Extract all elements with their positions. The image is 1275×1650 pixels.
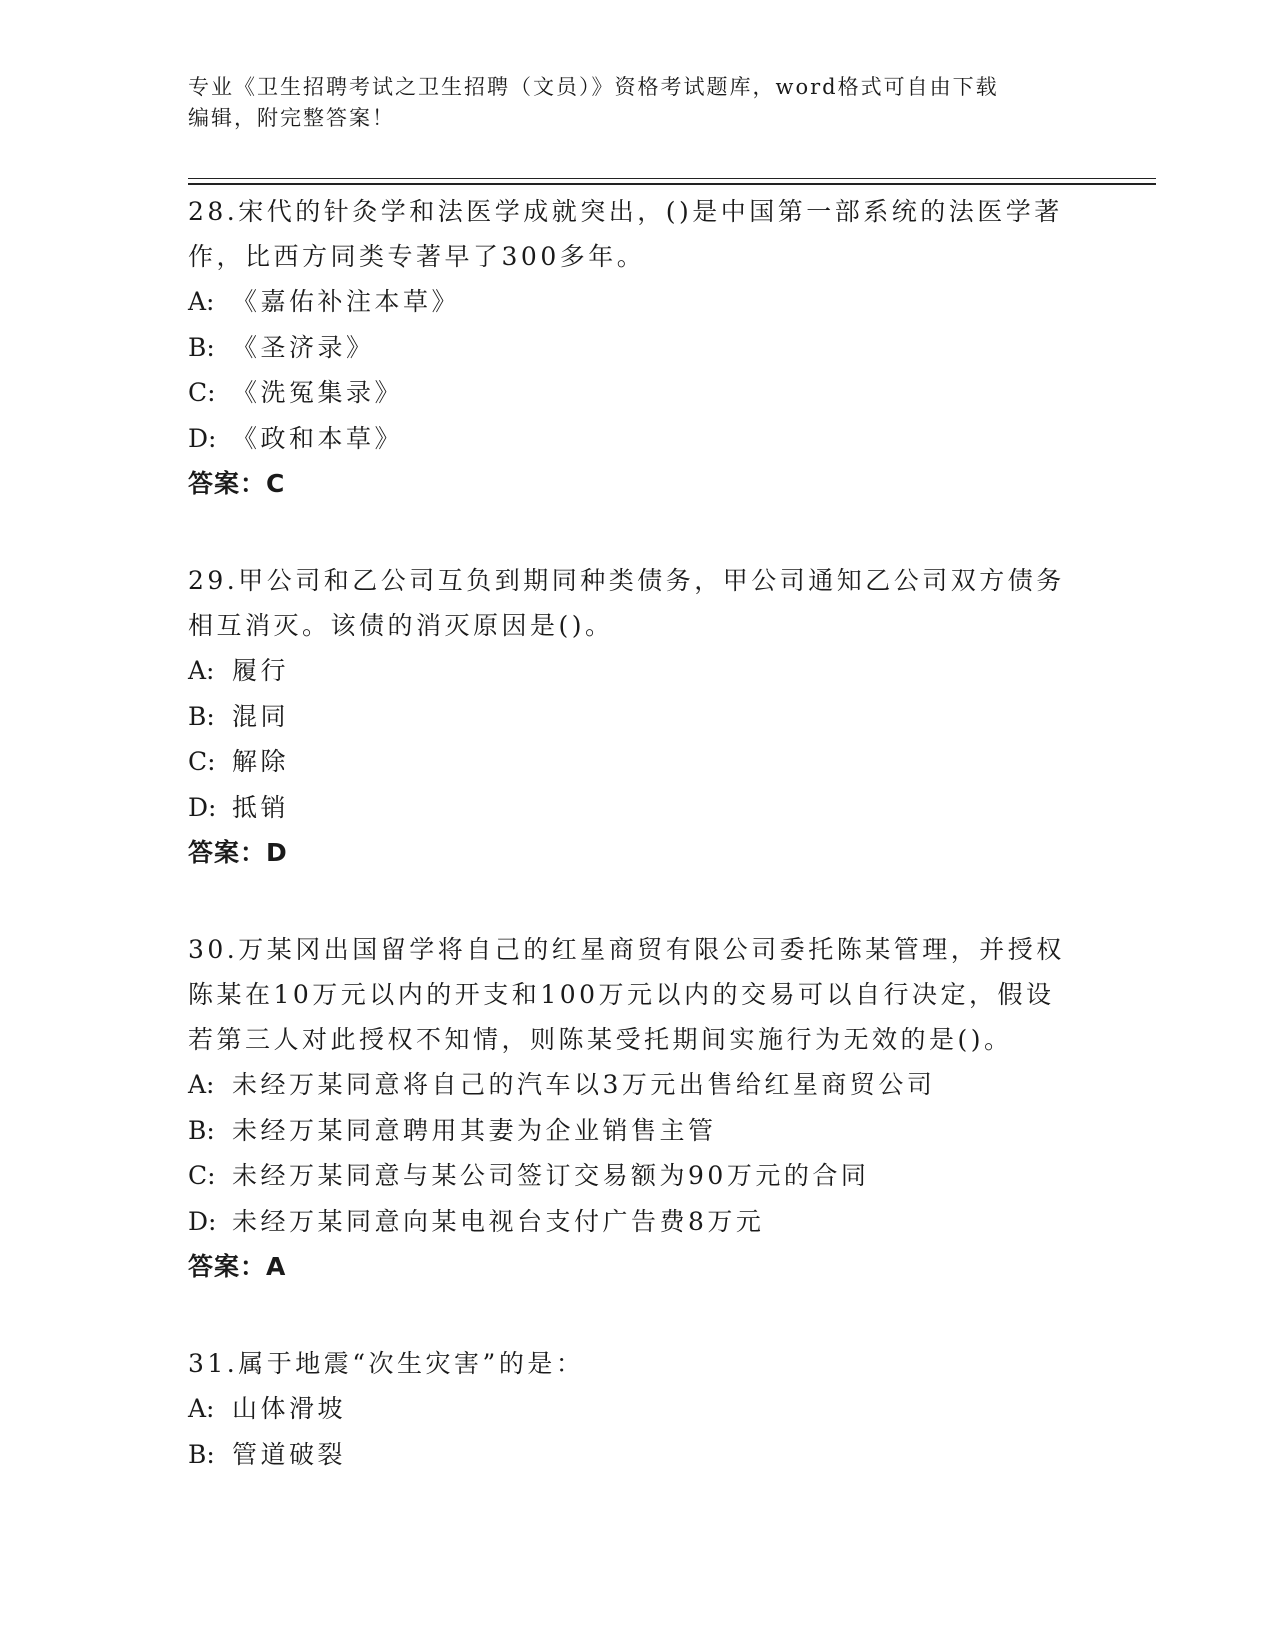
option-text: 混同 (232, 701, 290, 731)
option-b (188, 325, 1088, 371)
question-31 (188, 1341, 1088, 1477)
question-text (188, 1341, 1088, 1386)
question-29 (188, 558, 1088, 876)
question-line: 若第三人对此授权不知情，则陈某受托期间实施行为无效的是()。 (188, 1025, 1013, 1054)
option-letter: C: (188, 378, 216, 407)
question-text (188, 189, 1088, 279)
question-line: 陈某在10万元以内的开支和100万元以内的交易可以自行决定，假设 (188, 980, 1055, 1009)
option-letter: C: (188, 747, 216, 776)
option-text: 未经万某同意聘用其妻为企业销售主管 (232, 1115, 717, 1145)
option-b (188, 1432, 1088, 1478)
option-text: 解除 (232, 747, 290, 776)
question-text (188, 927, 1088, 1062)
option-letter: A: (188, 1394, 215, 1423)
option-text: 未经万某同意向某电视台支付广告费8万元 (232, 1206, 765, 1236)
answer-line: 答案：A (188, 1252, 287, 1281)
option-letter: C: (188, 1161, 216, 1190)
option-letter: A: (188, 287, 215, 316)
question-line: 31.属于地震“次生灾害”的是： (188, 1349, 585, 1378)
option-text: 未经万某同意与某公司签订交易额为90万元的合同 (232, 1161, 870, 1190)
option-text: 未经万某同意将自己的汽车以3万元出售给红星商贸公司 (232, 1070, 936, 1099)
question-line: 30.万某冈出国留学将自己的红星商贸有限公司委托陈某管理，并授权 (188, 935, 1065, 964)
question-28 (188, 189, 1088, 507)
question-line: 作，比西方同类专著早了300多年。 (188, 242, 646, 271)
option-a (188, 279, 1088, 325)
option-c (188, 739, 1088, 785)
question-line: 相互消灭。该债的消灭原因是()。 (188, 611, 614, 640)
option-text: 《嘉佑补注本草》 (232, 287, 461, 316)
option-a (188, 1062, 1088, 1108)
header-line-2: 编辑，附完整答案！ (188, 106, 395, 130)
option-d (188, 416, 1088, 462)
option-d (188, 1199, 1088, 1245)
answer-line: 答案：C (188, 469, 286, 498)
option-letter: B: (188, 701, 215, 731)
option-text: 管道破裂 (232, 1439, 347, 1469)
option-text: 《圣济录》 (232, 332, 375, 362)
header-line-1: 专业《卫生招聘考试之卫生招聘（文员）》资格考试题库，word格式可自由下载 (188, 75, 999, 99)
option-text: 履行 (232, 656, 290, 685)
option-letter: B: (188, 1115, 215, 1145)
question-list (188, 189, 1088, 1528)
question-text (188, 558, 1088, 648)
document-header (188, 72, 1068, 134)
option-letter: B: (188, 1439, 215, 1469)
option-c (188, 1153, 1088, 1199)
question-line: 28.宋代的针灸学和法医学成就突出，()是中国第一部系统的法医学著 (188, 197, 1063, 226)
option-letter: D: (188, 1206, 217, 1236)
question-line: 29.甲公司和乙公司互负到期同种类债务，甲公司通知乙公司双方债务 (188, 566, 1065, 595)
option-b (188, 1108, 1088, 1154)
header-divider-thin (188, 178, 1156, 179)
option-c (188, 370, 1088, 416)
option-b (188, 694, 1088, 740)
question-30 (188, 927, 1088, 1290)
option-letter: B: (188, 332, 215, 362)
option-text: 《洗冤集录》 (232, 378, 404, 407)
option-a (188, 648, 1088, 694)
option-text: 山体滑坡 (232, 1394, 347, 1423)
option-text: 《政和本草》 (232, 423, 404, 453)
option-letter: A: (188, 1070, 215, 1099)
header-divider-thick (188, 183, 1156, 185)
option-text: 抵销 (232, 792, 290, 822)
option-d (188, 785, 1088, 831)
option-letter: D: (188, 792, 217, 822)
answer-line: 答案：D (188, 838, 288, 867)
option-letter: A: (188, 656, 215, 685)
option-letter: D: (188, 423, 217, 453)
option-a (188, 1386, 1088, 1432)
